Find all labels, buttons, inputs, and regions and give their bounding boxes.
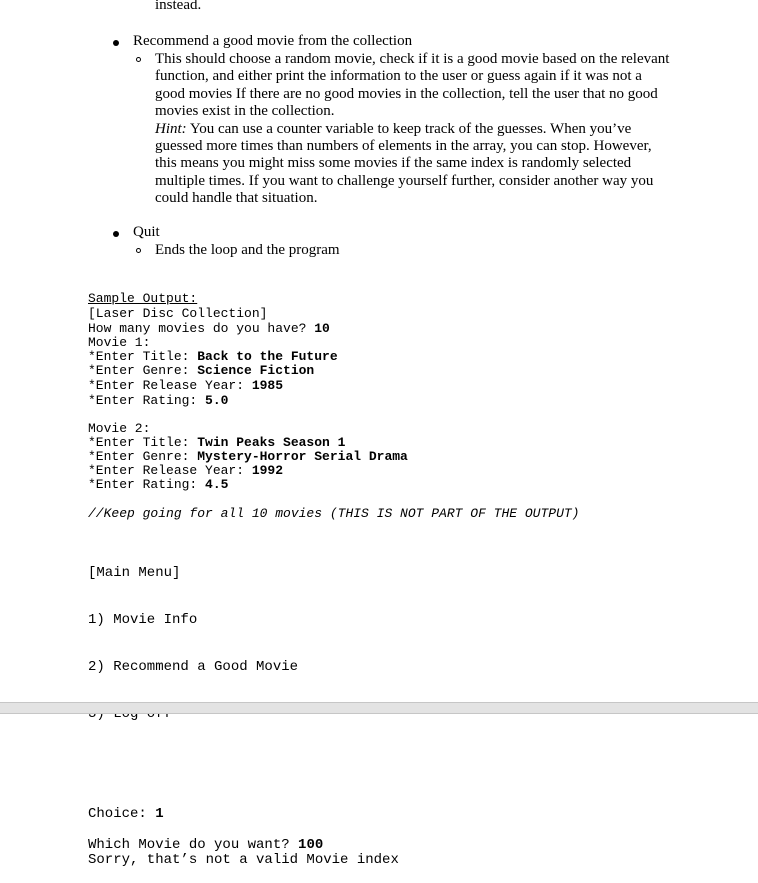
error-line: Sorry, that’s not a valid Movie index bbox=[88, 852, 399, 868]
count-prompt: How many movies do you have? bbox=[88, 321, 315, 336]
which-value: 100 bbox=[298, 837, 324, 853]
rating-prompt: *Enter Rating: bbox=[88, 393, 206, 408]
menu-item: 1) Movie Info bbox=[88, 611, 198, 628]
quit-description: Ends the loop and the program bbox=[155, 242, 340, 258]
title-prompt: *Enter Title: bbox=[88, 349, 198, 364]
choice-prompt: Choice: bbox=[88, 806, 156, 822]
comment-line: //Keep going for all 10 movies (THIS IS NOT PART OF THE OUTPUT) bbox=[88, 506, 580, 521]
title-value: Twin Peaks Season 1 bbox=[197, 435, 346, 450]
recommend-description bbox=[155, 51, 675, 208]
collection-header: [Laser Disc Collection] bbox=[88, 306, 268, 321]
hint-first-line: You can use a counter variable to keep track of the guesses. When you’ve bbox=[186, 120, 632, 137]
choice-value: 1 bbox=[155, 806, 164, 822]
intro-tail-text: instead. bbox=[155, 0, 202, 13]
bullet-disc-icon bbox=[113, 231, 119, 237]
movie2-rating-line bbox=[88, 478, 228, 493]
page-break-divider bbox=[0, 702, 758, 714]
title-value: Back to the Future bbox=[197, 349, 338, 364]
movie1-label: Movie 1: bbox=[88, 335, 151, 350]
genre-value: Science Fiction bbox=[197, 363, 315, 378]
movie2-label: Movie 2: bbox=[88, 421, 151, 436]
genre-prompt: *Enter Genre: bbox=[88, 363, 198, 378]
which-prompt: Which Movie do you want? bbox=[88, 837, 299, 853]
rating-value: 4.5 bbox=[205, 477, 229, 492]
hint-line: this means you might miss some movies if the same index is randomly selected bbox=[155, 155, 632, 172]
sample-output-title: Sample Output: bbox=[88, 291, 198, 306]
bullet-circle-icon bbox=[136, 57, 141, 62]
hint-line bbox=[155, 121, 675, 138]
quit-heading: Quit bbox=[133, 224, 160, 240]
recommend-heading: Recommend a good movie from the collection bbox=[133, 33, 413, 49]
rating-prompt: *Enter Rating: bbox=[88, 477, 206, 492]
recommend-line: movies exist in the collection. bbox=[155, 103, 335, 120]
hint-line: guessed more times than numbers of elements in the array, you can stop. However, bbox=[155, 138, 652, 155]
hint-label: Hint: bbox=[155, 120, 187, 137]
rating-value: 5.0 bbox=[205, 393, 229, 408]
main-menu-header: [Main Menu] bbox=[88, 565, 181, 582]
bullet-disc-icon bbox=[113, 40, 119, 46]
movie1-genre-line bbox=[88, 364, 314, 379]
genre-value: Mystery-Horror Serial Drama bbox=[197, 449, 408, 464]
bullet-circle-icon bbox=[136, 248, 141, 253]
hint-line: multiple times. If you want to challenge yourself further, consider another way you bbox=[155, 172, 654, 189]
menu-item: 2) Recommend a Good Movie bbox=[88, 658, 299, 675]
hint-line: could handle that situation. bbox=[155, 190, 318, 207]
count-value: 10 bbox=[314, 321, 330, 336]
movie1-year-line bbox=[88, 379, 283, 394]
title-prompt: *Enter Title: bbox=[88, 435, 198, 450]
recommend-line: function, and either print the information to the user or guess again if it was not a bbox=[155, 68, 642, 85]
year-value: 1985 bbox=[251, 378, 284, 393]
year-prompt: *Enter Release Year: bbox=[88, 378, 252, 393]
genre-prompt: *Enter Genre: bbox=[88, 449, 198, 464]
movie1-rating-line bbox=[88, 394, 228, 409]
recommend-line: good movies If there are no good movies in the collection, tell the user that no good bbox=[155, 85, 658, 102]
choice-line bbox=[88, 807, 164, 823]
year-value: 1992 bbox=[251, 463, 284, 478]
recommend-line: This should choose a random movie, check if it is a good movie based on the relevant bbox=[155, 51, 670, 67]
year-prompt: *Enter Release Year: bbox=[88, 463, 252, 478]
